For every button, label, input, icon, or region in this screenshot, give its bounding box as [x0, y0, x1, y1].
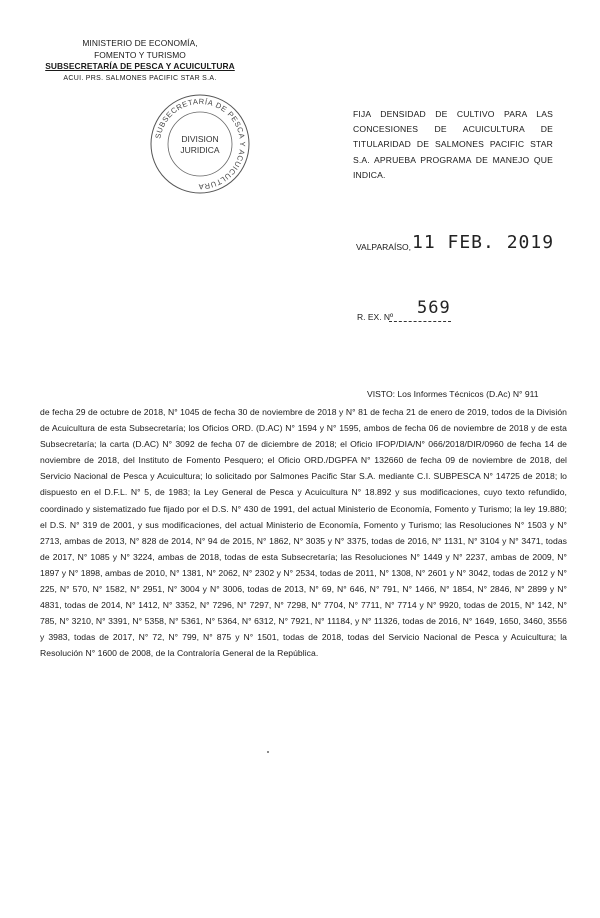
resolution-number-label: R. EX. Nº — [357, 312, 394, 322]
visto-opening-line: VISTO: Los Informes Técnicos (D.Ac) N° 911 — [367, 389, 539, 399]
visto-body-paragraph: de fecha 29 de octubre de 2018, N° 1045 de fecha 30 de noviembre de 2018 y N° 81 de fecha 21 de enero de 2019, todos de la División de Acuicultura de esta Subsecretaría; los Oficios ORD. (D.AC) N° 1594 y N° 1595, ambos de fecha 06 de noviembre de 2018 y de esta Subsecretaría; la carta (D.AC) N° 3092 de fecha 07 de diciembre de 2018; el Oficio IFOP/DIA/N° 066/2018/DIR/0960 de fecha 14 de noviembre de 2018, del Instituto de Fomento Pesquero; el Oficio ORD./DGPFA N° 132660 de fecha 09 de noviembre de 2018, del Servicio Nacional de Pesca y Acuicultura; lo solicitado por Salmones Pacific Star S.A. mediante C.I. SUBPESCA N° 14725 de 2018; lo dispuesto en el D.F.L. N° 5, de 1983; la Ley General de Pesca y Acuicultura N° 18.892 y sus modificaciones, cuyo texto refundido, coordinado y sistematizado fue fijado por el D.S. N° 430 de 1991, del actual Ministerio de Economía, Fomento y Turismo; la ley 19.880; el D.S. N° 319 de 2001, y sus modificaciones, del actual Ministerio de Economía, Fomento y Turismo; las Resoluciones N° 1503 y N° 2713, ambas de 2013, N° 828 de 2014, N° 94 de 2015, N° 1862, N° 3035 y N° 3375, todas de 2016, N° 1131, N° 3104 y N° 3471, todas de 2017, N° 1085 y N° 3224, ambas de 2018, todas de esta Subsecretaría; las Resoluciones N° 1449 y N° 2237, ambas de 2009, N° 1897 y N° 1898, ambas de 2010, N° 1381, N° 2062, N° 2302 y N° 2534, todas de 2011, N° 1308, N° 2601 y N° 3042, todas de 2012 y N° 225, N° 570, N° 1582, N° 2951, N° 3004 y N° 3006, todas de 2013, N° 69, N° 646, N° 791, N° 1466, N° 1854, N° 2846, N° 2899 y N° 4831, todas de 2014, N° 1412, N° 3352, N° 7296, N° 7297, N° 7298, N° 7704, N° 7711, N° 7714 y N° 9920, todas de 2015, N° 142, N° 785, N° 3210, N° 3391, N° 5358, N° 5361, N° 5364, N° 6312, N° 7921, N° 11184, y N° 11326, todas de 2016, N° 1649, 1650, 3460, 3556 y 3983, todas de 2017, N° 72, N° 799, N° 875 y N° 1501, todas de 2018, todas del Servicio Nacional de Pesca y Acuicultura; la Resolución N° 1600 de 2008, de la Contraloría General de la República. — [40, 407, 567, 659]
letterhead — [40, 38, 240, 84]
stamp-center-line-2: JURIDICA — [180, 145, 220, 155]
resolution-number-value: 569 — [417, 298, 451, 318]
place-label: VALPARAÍSO, — [356, 242, 411, 252]
ministry-line-2: FOMENTO Y TURISMO — [94, 49, 186, 60]
file-reference: ACUI. PRS. SALMONES PACIFIC STAR S.A. — [63, 74, 217, 82]
resolution-number — [357, 298, 557, 328]
page-mark — [267, 751, 269, 753]
resolution-number-underline — [389, 321, 451, 322]
date-stamp: 11 FEB. 2019 — [412, 232, 555, 253]
resolution-subject: FIJA DENSIDAD DE CULTIVO PARA LAS CONCESIONES DE ACUICULTURA DE TITULARIDAD DE SALMONES PACIFIC STAR S.A. APRUEBA PROGRAMA DE MANEJO QUE INDICA. — [353, 109, 553, 180]
stamp-ring-text: SUBSECRETARÍA DE PESCA Y ACUICULTURA — [153, 96, 248, 192]
subsecretariat-line: SUBSECRETARÍA DE PESCA Y ACUICULTURA — [45, 61, 235, 71]
ministry-line-1: MINISTERIO DE ECONOMÍA, — [82, 38, 198, 48]
stamp-center-line-1: DIVISION — [181, 134, 219, 144]
place-and-date — [356, 232, 556, 256]
division-juridica-stamp — [148, 92, 252, 196]
